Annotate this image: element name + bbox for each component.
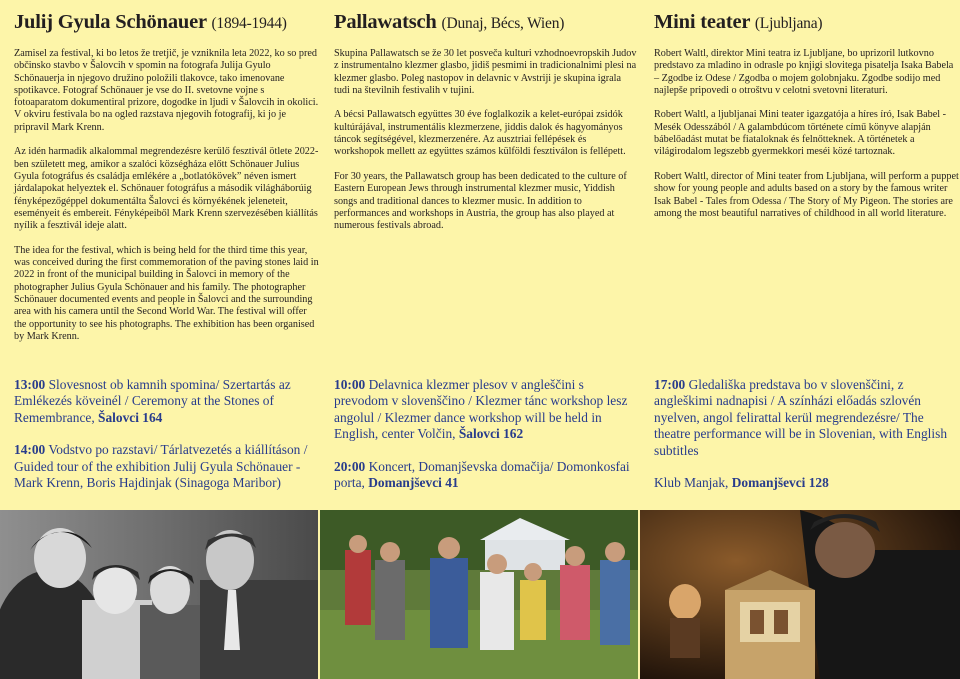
- title-years: (1894-1944): [211, 15, 287, 32]
- event-item: [14, 377, 319, 426]
- dance-workshop-photo: [320, 510, 638, 679]
- event-text: Vodstvo po razstavi/ Tárlatvezetés a kiállításon / Guided tour of the exhibition Julij Gyula Schönauer - Mark Krenn, Boris Hajdinjak (Sinagoga Maribor): [14, 442, 308, 491]
- paragraph-en: Robert Waltl, director of Mini teater from Ljubljana, will perform a puppet show for young people and adults based on a story by the famous writer Isak Babel - Tales from Odessa / The Story of My Pigeon. The stories are among the most beautiful narratives of childhood in all world literature.: [654, 170, 959, 219]
- paragraph-en: For 30 years, the Pallawatsch group has been dedicated to the culture of Eastern European Jews through instrumental klezmer music, Yiddish songs and traditional dances to klezmer music. In addition to performances and workshops in Austria, the group has also played at numerous festivals abroad.: [334, 170, 627, 232]
- paragraph-hu: Az idén harmadik alkalommal megrendezésre kerülő fesztivál ötlete 2022-ben született meg, amikor a szalóci községháza előtt Schönauer Julius Gyula fotográfus és családja emlékére a „botlatókövek” néven ismert járdalapokat helyeztek el. Schönauer fotográfus a második világháborúig fényképezőgéppel dokumentálta Šalovci és környékének jeleneteit, eseményeit és embereit. Fényképeiből Mark Krenn szervezésében kiállítás nyílik a fesztivál ideje alatt.: [14, 146, 319, 232]
- event-time: 13:00: [14, 377, 46, 392]
- section-title: [654, 9, 959, 37]
- title-location: (Dunaj, Bécs, Wien): [441, 15, 565, 32]
- event-place: Šalovci 164: [98, 409, 163, 425]
- column-mini-teater: [654, 0, 959, 232]
- description: [14, 48, 319, 343]
- event-place: Šalovci 162: [458, 426, 524, 442]
- event-item: [654, 377, 959, 459]
- event-text: Koncert, Domanjševska domačija/ Domonkosfai porta,: [334, 458, 630, 491]
- title-location: (Ljubljana): [754, 15, 823, 32]
- title-name: Julij Gyula Schönauer: [14, 11, 207, 33]
- paragraph-en: The idea for the festival, which is being held for the third time this year, was conceived during the first commemoration of the paving stones laid in 2022 in front of the municipal building in Šalovci in memory of the photographer Julius Gyula Schönauer and his family. The photographer Schönauer documented events and people in Šalovci and the surrounding area with his camera until the Second World War. The festival will offer the opportunity to see his photographs. The exhibition has been organised by Mark Krenn.: [14, 244, 319, 342]
- event-time: 20:00: [334, 458, 366, 474]
- paragraph-hu: A bécsi Pallawatsch együttes 30 éve foglalkozik a kelet-európai zsidók kultúrájával, instrumentális klezmerzene, jiddis dalok és hagyományos táncok segítségével, klezmerzenére. Az ausztriai fellépések és workshopok mellett az együttes számos külföldi fesztiválon is fellépett.: [334, 109, 626, 158]
- paragraph-hu: Robert Waltl, a ljubljanai Mini teater igazgatója a híres író, Isak Babel - Mesék Odesszából / A galambdúcom története című könyve alapján bábelőadást mutat be fiataloknak és felnőtteknek. A történetek a világirodalom legszebb gyermekkori meséi közé tartoznak.: [654, 109, 947, 158]
- schedule-pallawatsch: [334, 377, 639, 507]
- paragraph-sl: Skupina Pallawatsch se že 30 let posveča kulturi vzhodnoevropskih Judov z instrumentalno klezmer glasbo, jidiš pesmimi in tradicionalnimi plesi na klezmer glasbo. Poleg nastopov in delavnic v Avstriji je skupina igrala tudi na številnih festivalih v tujini.: [334, 48, 637, 96]
- schedule-schonauer: [14, 377, 319, 507]
- event-item: [334, 459, 639, 492]
- event-text: Slovesnost ob kamnih spomina/ Szertartás az Emlékezés köveinél / Ceremony at the Stones of Remembrance,: [14, 377, 291, 425]
- event-text: Gledališka predstava bo v slovenščini, z angleškimi nadnapisi / A színházi előadás szlovén nyelven, angol felirattal kerül megrendezésre/ The theatre performance will be in Slovenian, with English subtitles: [654, 377, 948, 458]
- event-time: 14:00: [14, 442, 46, 458]
- event-item: [334, 377, 639, 443]
- family-portrait-photo: [0, 510, 318, 679]
- title-name: Pallawatsch: [334, 11, 437, 33]
- column-schonauer: [14, 0, 319, 355]
- event-place: Domanjševci 41: [368, 475, 459, 491]
- event-item: [14, 442, 319, 491]
- description: [654, 48, 959, 220]
- event-place: Domanjševci 128: [731, 475, 829, 491]
- column-pallawatsch: [334, 0, 639, 245]
- event-text: Delavnica klezmer plesov v angleščini s prevodom v slovenščino / Klezmer tánc workshop lesz angolul / Klezmer dance workshop will be held in English, center Volčin,: [334, 377, 628, 442]
- event-time: 10:00: [334, 377, 366, 392]
- puppet-theatre-photo: [640, 510, 960, 679]
- section-title: [334, 9, 639, 37]
- section-title: [14, 9, 319, 37]
- event-time: 17:00: [654, 377, 686, 392]
- paragraph-sl: Zamisel za festival, ki bo letos že tretjič, je vzniknila leta 2022, ko so pred občinsko stavbo v Šalovcih v spomin na fotografa Julija Gyulo Schönauerja in njegovo družino položili tlakovce, tako imenovane spotikavce. Fotograf Schönauer je vse do II. svetovne vojne s fotoaparatom dokumentiral prizore, dogodke in ljudi v Šalovcih in okolici. V okviru festivala bo na ogled razstava njegovih fotografij, ki jo je pripravil Mark Krenn.: [14, 48, 319, 133]
- schedule-mini-teater: [654, 377, 959, 507]
- event-text: Klub Manjak,: [654, 475, 732, 491]
- paragraph-sl: Robert Waltl, direktor Mini teatra iz Ljubljane, bo uprizoril lutkovno predstavo za mladino in odrasle po knjigi slovitega pisatelja Isaka Babela – Zgodbe iz Odese / Zgodba o mojem golobnjaku. Zgodbe sodijo med najlepše pripovedi o otroštvu v celotni svetovni literaturi.: [654, 48, 954, 96]
- description: [334, 48, 639, 232]
- event-item: [654, 475, 959, 491]
- title-name: Mini teater: [654, 11, 750, 33]
